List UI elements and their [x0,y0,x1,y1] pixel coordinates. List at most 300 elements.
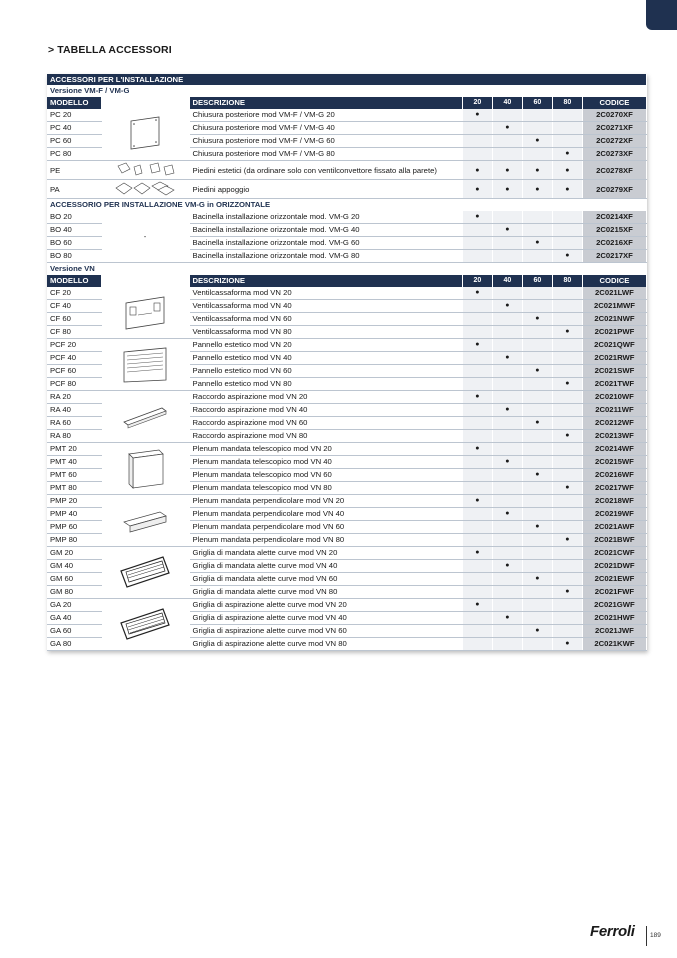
size-60-cell: ● [522,180,552,199]
group-title-vmf-vmg-label: Versione VM-F / VM-G [47,85,647,97]
size-60-cell [522,250,552,263]
code-cell: 2C0273XF [582,148,646,161]
size-20-cell [462,135,492,148]
model-cell: PCF 20 [47,339,101,352]
model-cell: PMT 80 [47,482,101,495]
size-60-cell [522,300,552,313]
table-row [47,495,647,508]
size-20-cell: ● [462,287,492,300]
table-row [47,339,647,352]
description-cell: Chiusura posteriore mod VM-F / VM-G 80 [189,148,462,161]
description-cell: Raccordo aspirazione mod VN 40 [189,404,462,417]
description-cell: Pannello estetico mod VN 60 [189,365,462,378]
size-80-cell [552,469,582,482]
size-60-cell: ● [522,237,552,250]
code-cell: 2C021PWF [582,326,646,339]
perpendicular-plenum-icon [102,506,189,536]
size-60-cell [522,495,552,508]
size-20-cell: ● [462,547,492,560]
size-60-cell [522,430,552,443]
product-image-cell [101,109,189,161]
size-80-cell: ● [552,430,582,443]
table-row [47,547,647,560]
model-cell: RA 40 [47,404,101,417]
size-40-cell [492,573,522,586]
size-40-cell: ● [492,161,522,180]
size-80-cell: ● [552,378,582,391]
size-80-cell [552,495,582,508]
table-row [47,443,647,456]
code-cell: 2C021GWF [582,599,646,612]
brand-logo: Ferroli [590,923,635,940]
size-80-cell [552,612,582,625]
description-cell: Griglia di aspirazione alette curve mod VN 40 [189,612,462,625]
column-header-row [47,97,647,109]
size-20-cell [462,237,492,250]
size-40-cell [492,365,522,378]
size-20-cell: ● [462,211,492,224]
page-number: 189 [650,932,661,939]
size-20-cell [462,560,492,573]
size-40-cell [492,417,522,430]
no-image-dash: - [143,231,147,241]
size-60-cell [522,586,552,599]
header-size-20: 20 [462,97,492,109]
size-80-cell [552,456,582,469]
size-20-cell [462,586,492,599]
size-80-cell [552,135,582,148]
header-description: DESCRIZIONE [189,97,462,109]
size-20-cell [462,482,492,495]
size-80-cell [552,224,582,237]
size-20-cell [462,417,492,430]
product-image-cell [101,547,189,599]
code-cell: 2C0216XF [582,237,646,250]
telescopic-plenum-icon [102,446,189,492]
size-80-cell [552,391,582,404]
size-80-cell [552,443,582,456]
description-cell: Griglia di aspirazione alette curve mod VN 60 [189,625,462,638]
suction-grille-icon [102,605,189,645]
size-40-cell [492,211,522,224]
size-20-cell [462,456,492,469]
size-80-cell: ● [552,180,582,199]
code-cell: 2C021AWF [582,521,646,534]
size-60-cell: ● [522,417,552,430]
code-cell: 2C0272XF [582,135,646,148]
description-cell: Raccordo aspirazione mod VN 20 [189,391,462,404]
description-cell: Griglia di mandata alette curve mod VN 60 [189,573,462,586]
size-80-cell [552,547,582,560]
model-cell: GM 40 [47,560,101,573]
size-20-cell [462,352,492,365]
model-cell: PCF 60 [47,365,101,378]
model-cell: PMP 80 [47,534,101,547]
code-cell: 2C021DWF [582,560,646,573]
description-cell: Bacinella installazione orizzontale mod. VM-G 60 [189,237,462,250]
description-cell: Griglia di mandata alette curve mod VN 80 [189,586,462,599]
size-80-cell: ● [552,148,582,161]
header-image-gap [101,97,189,109]
product-image-cell [101,339,189,391]
code-cell: 2C0279XF [582,180,646,199]
model-cell: PMP 20 [47,495,101,508]
size-60-cell [522,326,552,339]
description-cell: Raccordo aspirazione mod VN 60 [189,417,462,430]
size-40-cell [492,534,522,547]
feet-support-icon [102,180,189,198]
header-model: MODELLO [47,97,101,109]
description-cell: Ventilcassaforma mod VN 40 [189,300,462,313]
size-40-cell: ● [492,508,522,521]
size-60-cell: ● [522,161,552,180]
code-cell: 2C0214WF [582,443,646,456]
product-image-cell [101,495,189,547]
description-cell: Plenum mandata telescopico mod VN 20 [189,443,462,456]
size-80-cell [552,313,582,326]
size-40-cell [492,599,522,612]
aesthetic-panel-icon [102,344,189,386]
size-20-cell [462,469,492,482]
size-80-cell [552,211,582,224]
model-cell: PC 20 [47,109,101,122]
header-size-80: 80 [552,97,582,109]
size-20-cell [462,148,492,161]
size-20-cell: ● [462,495,492,508]
size-40-cell: ● [492,404,522,417]
model-cell: CF 40 [47,300,101,313]
size-60-cell [522,508,552,521]
size-40-cell [492,250,522,263]
header-code: CODICE [582,97,646,109]
size-40-cell: ● [492,224,522,237]
description-cell: Pannello estetico mod VN 40 [189,352,462,365]
size-20-cell: ● [462,109,492,122]
size-60-cell [522,404,552,417]
code-cell: 2C021MWF [582,300,646,313]
code-cell: 2C021EWF [582,573,646,586]
size-40-cell [492,237,522,250]
product-image-cell [101,443,189,495]
product-image-cell [101,211,189,263]
size-60-cell [522,224,552,237]
header-image-gap [101,275,189,287]
description-cell: Griglia di mandata alette curve mod VN 20 [189,547,462,560]
size-40-cell [492,339,522,352]
size-20-cell: ● [462,443,492,456]
model-cell: PA [47,180,101,199]
model-cell: GA 20 [47,599,101,612]
size-60-cell: ● [522,469,552,482]
size-20-cell [462,365,492,378]
code-cell: 2C0278XF [582,161,646,180]
code-cell: 2C021NWF [582,313,646,326]
size-60-cell [522,599,552,612]
code-cell: 2C021LWF [582,287,646,300]
size-40-cell [492,378,522,391]
size-40-cell [492,326,522,339]
description-cell: Bacinella installazione orizzontale mod. VM-G 20 [189,211,462,224]
size-80-cell: ● [552,638,582,651]
size-40-cell: ● [492,560,522,573]
column-header-row [47,275,647,287]
description-cell: Ventilcassaforma mod VN 60 [189,313,462,326]
model-cell: RA 80 [47,430,101,443]
code-cell: 2C0219WF [582,508,646,521]
description-cell: Bacinella installazione orizzontale mod. VM-G 80 [189,250,462,263]
code-cell: 2C0212WF [582,417,646,430]
size-60-cell [522,339,552,352]
size-20-cell [462,378,492,391]
size-60-cell [522,534,552,547]
code-cell: 2C021HWF [582,612,646,625]
size-60-cell [522,122,552,135]
code-cell: 2C0218WF [582,495,646,508]
size-40-cell [492,313,522,326]
product-image-cell [101,391,189,443]
size-80-cell [552,521,582,534]
size-80-cell [552,287,582,300]
size-80-cell [552,573,582,586]
size-40-cell [492,586,522,599]
description-cell: Piedini appoggio [189,180,462,199]
size-40-cell [492,638,522,651]
code-cell: 2C021QWF [582,339,646,352]
model-cell: CF 60 [47,313,101,326]
size-60-cell [522,612,552,625]
description-cell: Griglia di aspirazione alette curve mod VN 80 [189,638,462,651]
description-cell: Chiusura posteriore mod VM-F / VM-G 20 [189,109,462,122]
size-20-cell: ● [462,391,492,404]
size-20-cell: ● [462,339,492,352]
code-cell: 2C0210WF [582,391,646,404]
code-cell: 2C0215XF [582,224,646,237]
size-40-cell [492,482,522,495]
code-cell: 2C0271XF [582,122,646,135]
size-40-cell: ● [492,456,522,469]
model-cell: GA 40 [47,612,101,625]
size-60-cell [522,211,552,224]
size-20-cell [462,625,492,638]
size-80-cell: ● [552,326,582,339]
size-40-cell [492,430,522,443]
header-code: CODICE [582,275,646,287]
size-80-cell [552,339,582,352]
header-size-80: 80 [552,275,582,287]
size-40-cell [492,135,522,148]
model-cell: PMT 20 [47,443,101,456]
code-cell: 2C021RWF [582,352,646,365]
divider [646,926,647,946]
size-20-cell: ● [462,599,492,612]
size-40-cell: ● [492,180,522,199]
size-80-cell [552,300,582,313]
description-cell: Bacinella installazione orizzontale mod. VM-G 40 [189,224,462,237]
code-cell: 2C0217WF [582,482,646,495]
model-cell: RA 20 [47,391,101,404]
header-model: MODELLO [47,275,101,287]
size-40-cell: ● [492,122,522,135]
size-60-cell [522,378,552,391]
size-80-cell [552,599,582,612]
group-title-vn-label: Versione VN [47,263,647,276]
description-cell: Plenum mandata perpendicolare mod VN 60 [189,521,462,534]
size-80-cell: ● [552,482,582,495]
model-cell: BO 20 [47,211,101,224]
size-20-cell [462,612,492,625]
model-cell: PMT 40 [47,456,101,469]
model-cell: PC 80 [47,148,101,161]
model-cell: PC 60 [47,135,101,148]
size-40-cell [492,625,522,638]
size-80-cell [552,237,582,250]
corner-tab [646,0,677,30]
size-20-cell [462,326,492,339]
description-cell: Ventilcassaforma mod VN 20 [189,287,462,300]
description-cell: Griglia di aspirazione alette curve mod VN 20 [189,599,462,612]
size-80-cell [552,625,582,638]
size-20-cell [462,122,492,135]
size-80-cell [552,352,582,365]
header-description: DESCRIZIONE [189,275,462,287]
size-20-cell [462,534,492,547]
model-cell: PMT 60 [47,469,101,482]
description-cell: Piedini estetici (da ordinare solo con ventilconvettore fissato alla parete) [189,161,462,180]
size-40-cell: ● [492,612,522,625]
header-size-60: 60 [522,275,552,287]
description-cell: Plenum mandata telescopico mod VN 80 [189,482,462,495]
code-cell: 2C021KWF [582,638,646,651]
model-cell: GM 20 [47,547,101,560]
code-cell: 2C021CWF [582,547,646,560]
model-cell: BO 40 [47,224,101,237]
table-row [47,180,647,199]
size-80-cell [552,508,582,521]
table-row [47,287,647,300]
product-image-cell [101,287,189,339]
size-40-cell: ● [492,300,522,313]
group-title-horizontal [47,199,647,212]
size-60-cell [522,560,552,573]
size-20-cell [462,638,492,651]
back-panel-icon [102,115,189,155]
model-cell: GM 80 [47,586,101,599]
description-cell: Ventilcassaforma mod VN 80 [189,326,462,339]
code-cell: 2C021JWF [582,625,646,638]
table-row [47,161,647,180]
size-20-cell [462,313,492,326]
group-title-vmf-vmg [47,85,647,97]
table-row [47,109,647,122]
size-80-cell [552,404,582,417]
description-cell: Chiusura posteriore mod VM-F / VM-G 60 [189,135,462,148]
description-cell: Griglia di mandata alette curve mod VN 40 [189,560,462,573]
section-title [47,74,647,85]
size-60-cell [522,443,552,456]
code-cell: 2C0216WF [582,469,646,482]
model-cell: GA 80 [47,638,101,651]
model-cell: PMP 60 [47,521,101,534]
size-60-cell: ● [522,135,552,148]
size-40-cell [492,547,522,560]
size-60-cell [522,456,552,469]
size-20-cell [462,300,492,313]
size-20-cell [462,508,492,521]
header-size-20: 20 [462,275,492,287]
size-60-cell: ● [522,313,552,326]
page-title: > TABELLA ACCESSORI [48,44,172,56]
size-80-cell [552,417,582,430]
code-cell: 2C0217XF [582,250,646,263]
table-row [47,391,647,404]
feet-icon [102,161,189,179]
code-cell: 2C0270XF [582,109,646,122]
accessories-table-sheet [47,74,647,651]
size-80-cell [552,109,582,122]
code-cell: 2C0214XF [582,211,646,224]
code-cell: 2C0215WF [582,456,646,469]
size-60-cell [522,547,552,560]
code-cell: 2C021TWF [582,378,646,391]
size-60-cell: ● [522,365,552,378]
model-cell: GA 60 [47,625,101,638]
code-cell: 2C0213WF [582,430,646,443]
size-60-cell [522,482,552,495]
size-40-cell [492,521,522,534]
size-20-cell [462,573,492,586]
size-40-cell: ● [492,352,522,365]
product-image-cell [101,599,189,651]
size-80-cell: ● [552,534,582,547]
size-40-cell [492,287,522,300]
model-cell: PC 40 [47,122,101,135]
header-size-40: 40 [492,275,522,287]
description-cell: Plenum mandata telescopico mod VN 60 [189,469,462,482]
header-size-40: 40 [492,97,522,109]
formwork-icon [102,293,189,333]
description-cell: Pannello estetico mod VN 80 [189,378,462,391]
size-20-cell [462,250,492,263]
code-cell: 2C021SWF [582,365,646,378]
size-20-cell: ● [462,180,492,199]
description-cell: Raccordo aspirazione mod VN 80 [189,430,462,443]
size-60-cell [522,352,552,365]
delivery-grille-icon [102,553,189,593]
model-cell: GM 60 [47,573,101,586]
description-cell: Pannello estetico mod VN 20 [189,339,462,352]
model-cell: BO 60 [47,237,101,250]
size-60-cell [522,148,552,161]
size-60-cell [522,287,552,300]
suction-connector-icon [102,402,189,432]
model-cell: PCF 80 [47,378,101,391]
size-80-cell: ● [552,250,582,263]
size-40-cell [492,109,522,122]
table-row [47,599,647,612]
header-size-60: 60 [522,97,552,109]
size-60-cell [522,109,552,122]
size-40-cell [492,148,522,161]
product-image-cell [101,180,189,199]
model-cell: PE [47,161,101,180]
description-cell: Plenum mandata perpendicolare mod VN 40 [189,508,462,521]
product-image-cell [101,161,189,180]
size-60-cell [522,391,552,404]
accessories-table [47,74,647,651]
section-title-label: ACCESSORI PER L'INSTALLAZIONE [47,74,647,85]
size-60-cell: ● [522,625,552,638]
code-cell: 2C021FWF [582,586,646,599]
